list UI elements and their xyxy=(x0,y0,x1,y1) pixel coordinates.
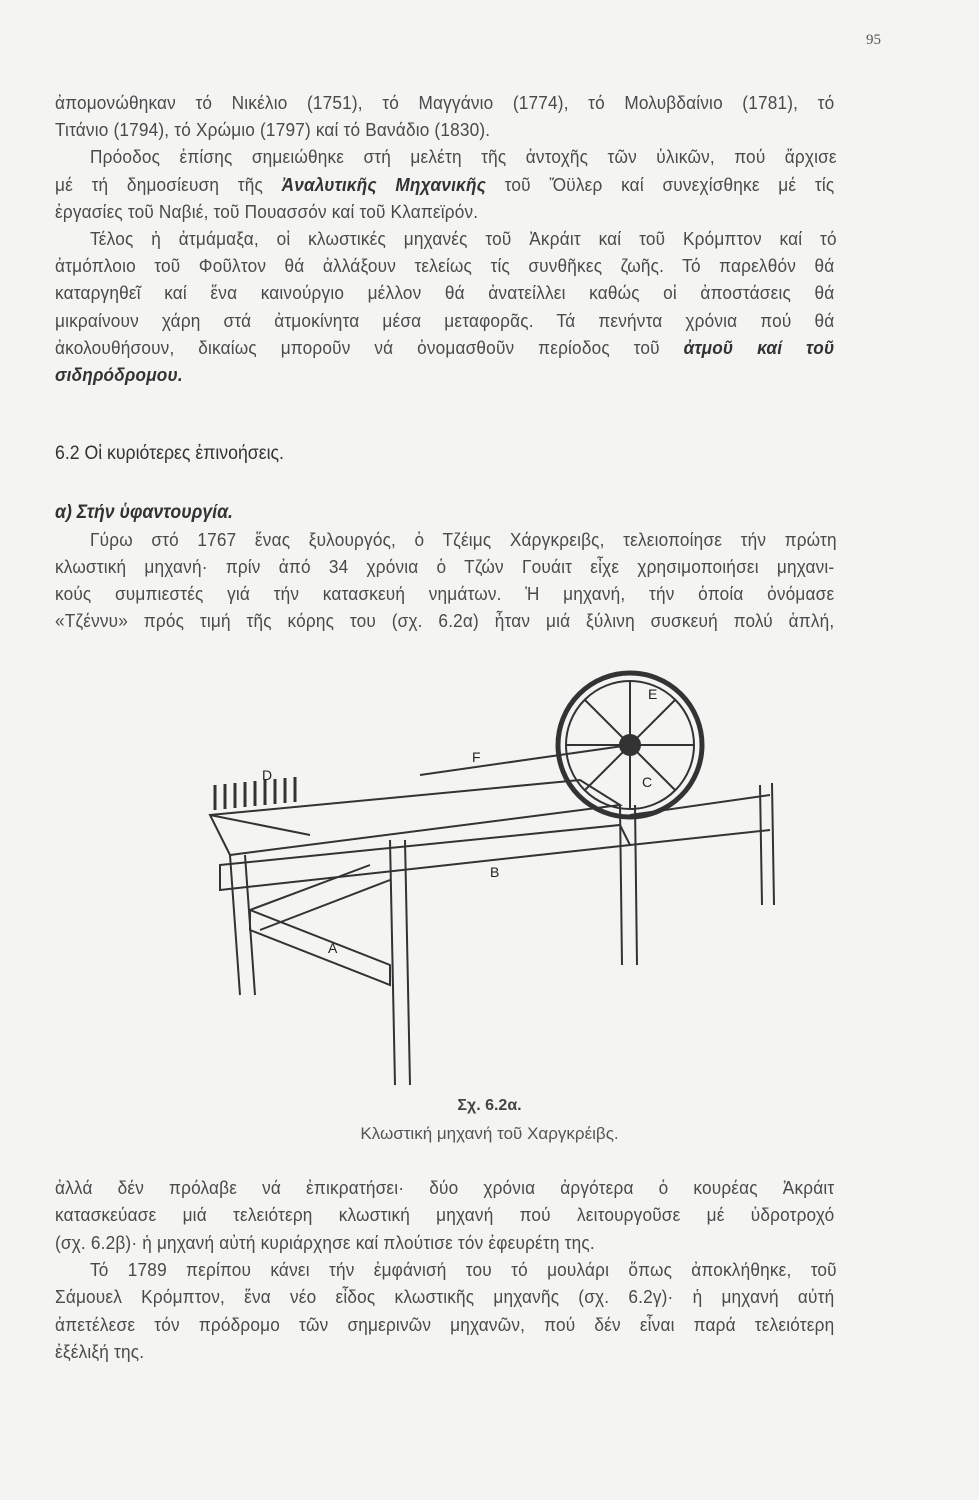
emphasized-text: σιδηρόδρομου. xyxy=(55,364,183,385)
label-a: A xyxy=(328,940,338,956)
text-segment: ἀλλά δέν πρόλαβε νά ἐπικρατήσει· δύο χρόνια ἀργότερα ὁ κουρέας Ἀκράιτ xyxy=(55,1177,835,1198)
text-line xyxy=(55,1204,834,1226)
emphasized-text: ἀτμοῦ καί τοῦ xyxy=(683,336,835,358)
text-segment: ἀτμόπλοιο τοῦ Φοῦλτον θά ἀλλάξουν τελείως τίς συνθῆκες ζωῆς. Τό παρελθόν θά xyxy=(55,255,835,277)
subsection-heading: α) Στήν ὑφαντουργία. xyxy=(55,502,233,523)
text-line xyxy=(55,364,834,386)
text-segment: μέ τή δημοσίευση τῆς xyxy=(55,173,282,195)
text-line xyxy=(55,583,834,605)
label-e: E xyxy=(648,686,658,702)
text-segment: ἐξέλιξή της. xyxy=(55,1340,145,1362)
text-segment: μικραίνουν χάρη στά ἀτμοκίνητα μέσα μεταφορᾶς. Τά πενήντα χρόνια πού θά xyxy=(55,309,835,331)
text-segment: Πρόοδος ἐπίσης σημειώθηκε στή μελέτη τῆς ἀντοχῆς τῶν ὑλικῶν, πού ἄρχισε xyxy=(90,146,837,168)
text-line xyxy=(55,1314,834,1336)
text-segment: τοῦ Ὄϋλερ καί συνεχίσθηκε μέ τίς xyxy=(486,173,835,195)
text-segment: ἀκολουθήσουν, δικαίως μποροῦν νά ὀνομασθοῦν περίοδος τοῦ xyxy=(55,336,684,358)
text-segment: Γύρω στό 1767 ἕνας ξυλουργός, ὁ Τζέιμς Χάργκρειβς, τελειοποίησε τήν πρώτη xyxy=(90,529,837,550)
text-segment: Σάμουελ Κρόμπτον, ἕνα νέο εἶδος κλωστικῆς μηχανῆς (σχ. 6.2γ)· ἡ μηχανή αὐτή xyxy=(55,1286,835,1308)
text-segment: καταργηθεῖ καί ἕνα καινούργιο μέλλον θά ἀνατείλλει καθώς οἱ ἀποστάσεις θά xyxy=(55,282,835,304)
text-line xyxy=(90,228,837,250)
spindles xyxy=(215,777,295,810)
text-segment: κούς συμπιεστές γιά τήν κατασκευή νημάτων. Ἡ μηχανή, τήν ὁποία ὀνόμασε xyxy=(55,583,835,604)
emphasized-text: Ἀναλυτικῆς Μηχανικῆς xyxy=(281,173,487,195)
text-line xyxy=(55,201,834,223)
text-line xyxy=(55,119,834,141)
text-segment: Τιτάνιο (1794), τό Χρώμιο (1797) καί τό Βανάδιο (1830). xyxy=(55,119,491,141)
text-line xyxy=(55,610,834,632)
text-line xyxy=(55,174,834,196)
text-segment: ἐργασίες τοῦ Ναβιέ, τοῦ Πουασσόν καί τοῦ Κλαπεϊρόν. xyxy=(55,200,479,222)
text-segment: κατασκεύασε μιά τελειότερη κλωστική μηχανή πού λειτουργοῦσε μέ ὑδροτροχό xyxy=(55,1204,835,1226)
figure-number: Σχ. 6.2α. xyxy=(457,1097,522,1114)
text-line xyxy=(55,337,834,359)
text-segment: Τό 1789 περίπου κάνει τήν ἐμφάνισή του τό μουλάρι ὅπως ἀποκλήθηκε, τοῦ xyxy=(90,1258,837,1280)
page-number: 95 xyxy=(866,32,881,48)
text-line xyxy=(55,556,834,578)
figure-caption: Κλωστική μηχανή τοῦ Χαργκρέιβς. xyxy=(360,1124,619,1143)
text-segment: ἀπετέλεσε τόν πρόδρομο τῶν σημερινῶν μηχανῶν, πού δέν εἶναι παρά τελειότερη xyxy=(55,1313,835,1335)
text-segment: «Τζέννυ» πρός τιμή τῆς κόρης του (σχ. 6.2α) ἦταν μιά ξύλινη συσκευή πολύ ἁπλή, xyxy=(55,610,835,631)
text-line xyxy=(55,255,834,277)
label-c: C xyxy=(642,774,653,790)
text-line xyxy=(55,1232,834,1254)
text-line xyxy=(90,1259,837,1281)
text-line xyxy=(55,1177,834,1199)
text-line xyxy=(90,529,837,551)
text-line xyxy=(55,1341,834,1363)
text-line xyxy=(55,92,834,114)
text-segment: κλωστική μηχανή· πρίν ἀπό 34 χρόνια ὁ Τζών Γουάιτ εἶχε χρησιμοποιήσει μηχανι- xyxy=(55,556,835,577)
section-heading: 6.2 Οἱ κυριότερες ἐπινοήσεις. xyxy=(55,443,284,464)
text-line xyxy=(55,1286,834,1308)
label-b: B xyxy=(490,864,500,880)
text-line xyxy=(55,282,834,304)
text-segment: ἀπομονώθηκαν τό Νικέλιο (1751), τό Μαγγάνιο (1774), τό Μολυβδαίνιο (1781), τό xyxy=(55,92,835,113)
text-segment: Τέλος ἡ ἀτμάμαξα, οἱ κλωστικές μηχανές τοῦ Ἀκράιτ καί τοῦ Κρόμπτον καί τό xyxy=(90,228,837,249)
text-line xyxy=(90,146,837,168)
text-line xyxy=(55,310,834,332)
text-segment: (σχ. 6.2β)· ἡ μηχανή αὐτή κυριάρχησε καί πλούτισε τόν ἐφευρέτη της. xyxy=(55,1231,595,1253)
spinning-jenny-illustration xyxy=(190,665,790,1085)
label-d: D xyxy=(262,767,273,783)
label-f: F xyxy=(472,749,481,765)
